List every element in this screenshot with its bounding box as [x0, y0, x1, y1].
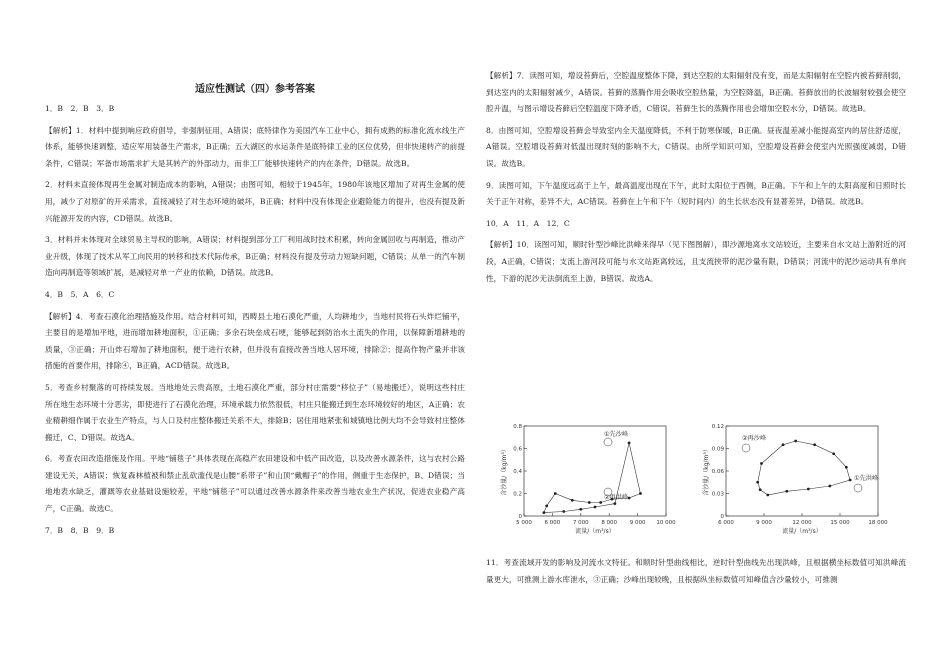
explanation-11-block	[486, 555, 906, 593]
data-point	[756, 481, 759, 484]
y-tick-label: 0.12	[711, 424, 724, 430]
y-tick-label: 0.2	[513, 491, 522, 498]
data-point	[554, 492, 557, 495]
clockwise-loop-chart	[486, 418, 686, 538]
data-point	[613, 502, 616, 505]
answers-1-3: 1．B 2．B 3．B	[45, 104, 115, 113]
data-point	[579, 508, 582, 511]
annotation-label: ②再沙峰	[742, 435, 767, 442]
right-column	[486, 68, 906, 292]
x-tick-label: 9 000	[629, 520, 646, 526]
y-tick-label: 0	[518, 514, 522, 520]
y-tick-label: 0.03	[711, 491, 724, 498]
answers-4-6: 4．B 5．A 6．C	[45, 289, 115, 299]
data-point	[594, 506, 597, 509]
left-column	[45, 0, 465, 544]
data-point	[562, 510, 565, 513]
explanation-11: 11．考查流域开发的影响及河流水文特征。和顺时针型曲线相比，逆时针型曲线先出现洪峰，且根据横坐标数值可知洪峰流量更大，可推测上游水库泄水，③正确；沙峰出现较晚，且根据纵坐标数值可知峰值含沙量较小，可推测	[486, 558, 906, 584]
data-point	[807, 488, 810, 491]
annotation-label: ①先洪峰	[854, 475, 879, 482]
explanation-4: 【解析】4．考查石漠化治理措施及作用。结合材料可知，西畴县土地石漠化严重，人均耕地少，当地村民将石头炸烂铺平，主要目的是增加平地，进而增加耕地面积，①正确；多余石块垒成石埂，能够起到防治水土流失的作用，以保障新增耕地的质量，③正确；开山炸石增加了耕地面积，便于进行农耕，但并没有直接改善当地人居环境，排除②；提高作物产量并非该措施的首要作用，排除④，B正确，ACD错误。故选B。	[45, 311, 465, 371]
explanation-2: 2．材料未直接体现再生金属对制造成本的影响，A错误；由图可知，相较于1945年，1980年该地区增加了对再生金属的使用，减少了对原矿的开采需求，直接减轻了对生态环境的破坏，B正确；材料中没有体现企业避险能力的提升，也没有提及新兴能源开发的内容，CD错误。故选B。	[45, 180, 465, 223]
x-tick-label: 15 000	[830, 520, 850, 526]
y-tick-label: 0	[720, 514, 724, 520]
x-tick-label: 9 000	[756, 520, 772, 526]
x-tick-label: 10 000	[656, 520, 676, 526]
explanation-5: 5．考查乡村聚落的可持续发展。当地地处云贵高原，土地石漠化严重，部分村庄需要“移位子”（易地搬迁），说明这些村庄所在地生态环境十分恶劣，即使进行了石漠化治理，环境承载力依然很低，村庄只能搬迁到生态环境较好的地区，A正确；农业精耕细作属于农业生产特点，与人口及村庄整体搬迁关系不大，排除B；居住用地紧张和城镇地比例大均不会导致村庄整体搬迁，C、D错误。故选A。	[45, 382, 465, 442]
data-point	[849, 479, 852, 482]
answers-7-9: 7．B 8．B 9．B	[45, 525, 115, 535]
y-tick-label: 0.6	[513, 446, 522, 453]
data-point	[813, 443, 816, 446]
y-tick-label: 0.06	[711, 469, 724, 475]
hysteresis-charts	[486, 418, 906, 538]
data-point	[828, 485, 831, 488]
explanation-1: 【解析】1．材料中提到响应政府倡导，非强制征用，A错误；底特律作为美国汽车工业中心，拥有成熟的标准化流水线生产体系，能够快速调整，适应军用装备生产需求，B正确；五大湖区的水运条件是底特律工业的区位优势，但非快速转产的前提条件，C错误；军备市场需求扩大是其转产的外部动力，而非工厂能够快速转产的内在条件，D错误。故选B。	[45, 125, 465, 168]
annotation-label: ②再洪峰	[604, 494, 629, 501]
data-point	[832, 452, 835, 455]
answers-10-12: 10．A 11．A 12．C	[486, 218, 570, 228]
data-point	[845, 466, 848, 469]
annotation-label: ①先沙峰	[604, 431, 629, 438]
y-axis-label: 含沙量/（kg/m³）	[501, 446, 508, 496]
explanation-7: 【解析】7．读图可知，增设苔藓后，空腔温度整体下降，到达空腔的太阳辐射没有变，而是太阳辐射在空腔内被苔藓削弱，到达室内的太阳辐射减少，A错误。苔藓的蒸腾作用会吸收空腔热量，为空腔降温，B正确。苔藓放出的长波辐射较强会使空腔升温，与图示增设苔藓后空腔温度下降矛盾，C错误。苔藓生长的蒸腾作用也会增加空腔水分，D错误。故选B。	[486, 71, 906, 114]
data-point	[545, 504, 548, 507]
data-point	[759, 488, 762, 491]
page-title: 适应性测试（四）参考答案	[195, 84, 315, 95]
x-tick-label: 12 000	[792, 520, 812, 526]
x-axis-label: 流量/（m³/s）	[575, 528, 615, 535]
x-tick-label: 6 000	[718, 520, 734, 526]
y-tick-label: 0.09	[711, 446, 724, 453]
data-point	[588, 501, 591, 504]
loop-line	[544, 443, 641, 513]
data-point	[628, 441, 631, 444]
data-point	[785, 490, 788, 493]
x-axis-label: 流量/（m³/s）	[782, 528, 822, 535]
counterclockwise-loop-chart	[686, 418, 896, 538]
loop-line	[758, 441, 850, 495]
annotation-circle	[854, 484, 862, 492]
data-point	[639, 492, 642, 495]
x-tick-label: 5 000	[516, 520, 532, 526]
explanation-8: 8．由图可知，空腔增设苔藓会导致室内全天温度降低，不利于防寒保暖，B正确。昼夜温差减小能提高室内的居住舒适度，A错误。空腔增设苔藓对低温出现时刻的影响不大，C错误。由所学知识可知，空腔增设苔藓会使室内光照强度减弱，D错误。故选B。	[486, 125, 906, 168]
annotation-circle	[604, 438, 612, 446]
explanation-6: 6．考查农田改造措施及作用。平地“铺毯子”具体表现在高稳产农田建设和中低产田改造，以及改善水源条件，这与农村公路建设无关，A错误；恢复森林植被和禁止乱砍滥伐是山腰“系带子”和山顶“戴帽子”的作用，侧重于生态保护，B、D错误；当地地表水缺乏，灌溉等农业基础设施较差，平地“铺毯子”可以通过改善水源条件来改善当地农业生产状况，促进农业稳产高产，C正确。故选C。	[45, 454, 465, 514]
x-tick-label: 6 000	[544, 520, 561, 526]
y-tick-label: 0.4	[513, 469, 522, 475]
x-tick-label: 8 000	[601, 520, 618, 526]
data-point	[766, 494, 769, 497]
x-tick-label: 7 000	[572, 520, 589, 526]
explanation-10: 【解析】10．读图可知，顺时针型沙峰比洪峰来得早（见下图图解），即沙源地离水文站较近，主要来自水文站上游附近的河段，A正确，C错误；支流上游河段可能与水文站距离较远，且支流挟带的泥沙量有限，D错误；河流中的泥沙运动具有单向性，下游的泥沙无法倒流至上游，B错误。故选A。	[486, 240, 906, 283]
data-point	[599, 501, 602, 504]
x-tick-label: 18 000	[868, 520, 888, 526]
data-point	[794, 440, 797, 443]
annotation-circle	[742, 444, 750, 452]
explanation-3: 3．材料并未体现对全球贸易主导权的影响，A错误；材料提到部分工厂利用战时技术积累，转向金属回收与再制造，推动产业升级，体现了技术从军工向民用的转移和技术代际传承，B正确；材料没有提及劳动力短缺问题，C错误；从单一的汽车制造向再制造等领域扩展，是减轻对单一产业的依赖，D错误。故选B。	[45, 235, 465, 278]
data-point	[782, 443, 785, 446]
data-point	[571, 499, 574, 502]
y-axis-label: 含沙量/（kg/m³）	[703, 446, 710, 496]
y-tick-label: 0.8	[513, 424, 522, 430]
explanation-9: 9．读图可知，下午温度远高于上午，最高温度出现在下午，此时太阳位于西侧，B正确。下午和上午的太阳高度和日照时长关于正午对称，差异不大，AC错误。苔藓在上午和下午（短时间内）的生长状态没有显著差异，D错误。故选B。	[486, 180, 906, 207]
data-point	[542, 511, 545, 514]
data-point	[760, 462, 763, 465]
